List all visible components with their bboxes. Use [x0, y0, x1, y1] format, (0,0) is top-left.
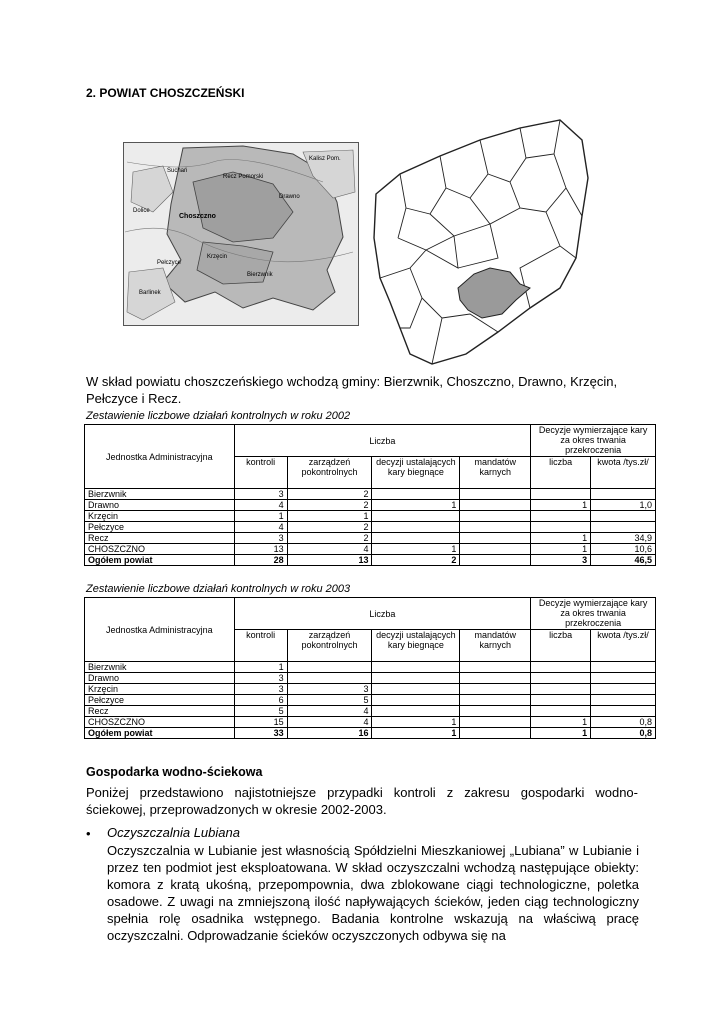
cell	[531, 684, 591, 695]
cell	[460, 500, 531, 511]
map-label-dolice: Dolice	[133, 208, 150, 214]
bullet-icon: •	[86, 826, 91, 841]
table-row	[85, 684, 656, 695]
cell	[372, 673, 460, 684]
cell	[460, 662, 531, 673]
map-label-suchan: Suchań	[167, 168, 188, 174]
map-label-drawno: Drawno	[279, 194, 300, 200]
cell	[460, 511, 531, 522]
header-kwota: kwota /tys.zł/	[591, 630, 656, 662]
table-2002	[84, 424, 656, 566]
cell: CHOSZCZNO	[85, 544, 235, 555]
header-unit: Jednostka Administracyjna	[85, 598, 235, 662]
cell: Recz	[85, 706, 235, 717]
cell: 4	[234, 500, 287, 511]
cell: Pełczyce	[85, 695, 235, 706]
cell	[372, 489, 460, 500]
cell: 2	[372, 555, 460, 566]
cell: 1	[531, 500, 591, 511]
cell	[591, 706, 656, 717]
table-row	[85, 673, 656, 684]
cell: 28	[234, 555, 287, 566]
bullet-text: Oczyszczalnia w Lubianie jest własnością Spółdzielni Mieszkaniowej „Lubiana” w Lubianie i przez ten podmiot jest eksploatowana. W skład oczyszczalni wchodzą następujące obiekty: komora z kratą ukośną, przepompownia, dwa zblokowane ciągi technologiczne, poletka osadowe. Z uwagi na zmniejszoną ilość napływających ścieków, jeden ciąg technologiczny spełnia rolę osadnika wstępnego. Badania kontrolne wskazują na właściwą pracę oczyszczalni. Odprowadzanie ścieków oczyszczonych odbywa się na	[107, 843, 639, 943]
cell: CHOSZCZNO	[85, 717, 235, 728]
cell	[460, 728, 531, 739]
header-kontroli: kontroli	[234, 630, 287, 662]
cell	[591, 489, 656, 500]
cell	[531, 511, 591, 522]
cell: Bierzwnik	[85, 489, 235, 500]
map-label-pelczyce: Pełczyce	[157, 260, 182, 266]
cell	[460, 673, 531, 684]
subsection-text: Poniżej przedstawiono najistotniejsze przypadki kontroli z zakresu gospodarki wodno-ściekowej, przeprowadzonych w okresie 2002-2003.	[86, 785, 638, 817]
cell: 1	[531, 717, 591, 728]
cell	[460, 717, 531, 728]
cell	[460, 489, 531, 500]
cell: Pełczyce	[85, 522, 235, 533]
intro-text: W skład powiatu choszczeńskiego wchodzą gminy: Bierzwnik, Choszczno, Drawno, Krzęcin, Pełczyce i Recz.	[86, 374, 618, 406]
cell: 3	[531, 555, 591, 566]
cell	[531, 662, 591, 673]
voivodeship-map	[370, 118, 592, 368]
header-decyzji: decyzji ustalających kary biegnące	[372, 630, 460, 662]
cell	[372, 522, 460, 533]
cell	[372, 706, 460, 717]
table-row	[85, 662, 656, 673]
cell: 13	[287, 555, 372, 566]
header-unit: Jednostka Administracyjna	[85, 425, 235, 489]
cell	[591, 673, 656, 684]
cell: 34,9	[591, 533, 656, 544]
table-row	[85, 544, 656, 555]
cell: 3	[234, 489, 287, 500]
table-2002-caption: Zestawienie liczbowe działań kontrolnych w roku 2002	[86, 410, 351, 422]
cell: 1	[531, 544, 591, 555]
cell: 2	[287, 500, 372, 511]
cell: Krzęcin	[85, 511, 235, 522]
cell: 2	[287, 489, 372, 500]
cell: 1	[372, 728, 460, 739]
cell: Drawno	[85, 673, 235, 684]
cell: 15	[234, 717, 287, 728]
cell	[591, 695, 656, 706]
header-kontroli: kontroli	[234, 457, 287, 489]
header-liczba: liczba	[531, 630, 591, 662]
cell: 16	[287, 728, 372, 739]
county-map	[123, 142, 359, 326]
section-title: 2. POWIAT CHOSZCZEŃSKI	[86, 86, 245, 100]
cell	[372, 533, 460, 544]
cell: 4	[287, 706, 372, 717]
header-zarzadzen: zarządzeń pokontrolnych	[287, 630, 372, 662]
cell: 0,8	[591, 717, 656, 728]
cell: 33	[234, 728, 287, 739]
header-decisions: Decyzje wymierzające kary za okres trwania przekroczenia	[531, 425, 656, 457]
cell	[372, 511, 460, 522]
cell	[531, 673, 591, 684]
map-label-kalisz: Kalisz Pom.	[309, 156, 341, 162]
map-label-bierzwnik: Bierzwnik	[247, 272, 273, 278]
cell	[531, 522, 591, 533]
cell: Drawno	[85, 500, 235, 511]
cell: 1	[372, 500, 460, 511]
table-2003	[84, 597, 656, 739]
cell	[531, 489, 591, 500]
header-count: Liczba	[234, 425, 531, 457]
cell: 10,6	[591, 544, 656, 555]
header-liczba: liczba	[531, 457, 591, 489]
cell: 4	[234, 522, 287, 533]
cell	[460, 695, 531, 706]
header-kwota: kwota /tys.zł/	[591, 457, 656, 489]
cell: Bierzwnik	[85, 662, 235, 673]
cell	[460, 706, 531, 717]
cell: 1	[372, 717, 460, 728]
bullet-title: Oczyszczalnia Lubiana	[107, 825, 240, 840]
cell: Krzęcin	[85, 684, 235, 695]
cell: 13	[234, 544, 287, 555]
map-label-choszczno: Choszczno	[179, 213, 216, 220]
map-label-barlinek: Barlinek	[139, 290, 161, 296]
header-zarzadzen: zarządzeń pokontrolnych	[287, 457, 372, 489]
cell: Ogółem powiat	[85, 555, 235, 566]
cell: 5	[287, 695, 372, 706]
cell: 1	[372, 544, 460, 555]
cell	[591, 511, 656, 522]
cell	[531, 706, 591, 717]
cell: 4	[287, 717, 372, 728]
table-row	[85, 717, 656, 728]
cell: 1	[234, 511, 287, 522]
cell: 4	[287, 544, 372, 555]
table-row	[85, 706, 656, 717]
cell	[287, 673, 372, 684]
table-row	[85, 500, 656, 511]
cell: 3	[234, 673, 287, 684]
cell: 3	[234, 684, 287, 695]
cell: 1	[531, 533, 591, 544]
cell	[460, 555, 531, 566]
cell	[372, 662, 460, 673]
cell: 46,5	[591, 555, 656, 566]
table-row	[85, 511, 656, 522]
header-mandatow: mandatów karnych	[460, 630, 531, 662]
cell	[287, 662, 372, 673]
header-count: Liczba	[234, 598, 531, 630]
map-label-krzecin: Krzęcin	[207, 254, 228, 260]
header-decyzji: decyzji ustalających kary biegnące	[372, 457, 460, 489]
cell: 1	[287, 511, 372, 522]
cell: 2	[287, 522, 372, 533]
table-row	[85, 695, 656, 706]
cell	[460, 522, 531, 533]
cell	[591, 684, 656, 695]
cell	[372, 684, 460, 695]
cell	[591, 662, 656, 673]
subsection-title: Gospodarka wodno-ściekowa	[86, 765, 263, 779]
cell	[460, 544, 531, 555]
cell	[531, 695, 591, 706]
map-label-recz: Recz Pomorski	[223, 174, 264, 180]
cell	[591, 522, 656, 533]
table-2003-caption: Zestawienie liczbowe działań kontrolnych w roku 2003	[86, 583, 351, 595]
cell: Recz	[85, 533, 235, 544]
table-row	[85, 522, 656, 533]
table-total-row	[85, 555, 656, 566]
cell: Ogółem powiat	[85, 728, 235, 739]
cell	[372, 695, 460, 706]
cell: 5	[234, 706, 287, 717]
cell: 6	[234, 695, 287, 706]
cell: 1,0	[591, 500, 656, 511]
table-total-row	[85, 728, 656, 739]
header-mandatow: mandatów karnych	[460, 457, 531, 489]
table-row	[85, 533, 656, 544]
cell	[460, 533, 531, 544]
cell: 0,8	[591, 728, 656, 739]
cell: 3	[234, 533, 287, 544]
cell: 1	[234, 662, 287, 673]
cell	[460, 684, 531, 695]
cell: 2	[287, 533, 372, 544]
cell: 1	[531, 728, 591, 739]
table-row	[85, 489, 656, 500]
header-decisions: Decyzje wymierzające kary za okres trwania przekroczenia	[531, 598, 656, 630]
cell: 3	[287, 684, 372, 695]
